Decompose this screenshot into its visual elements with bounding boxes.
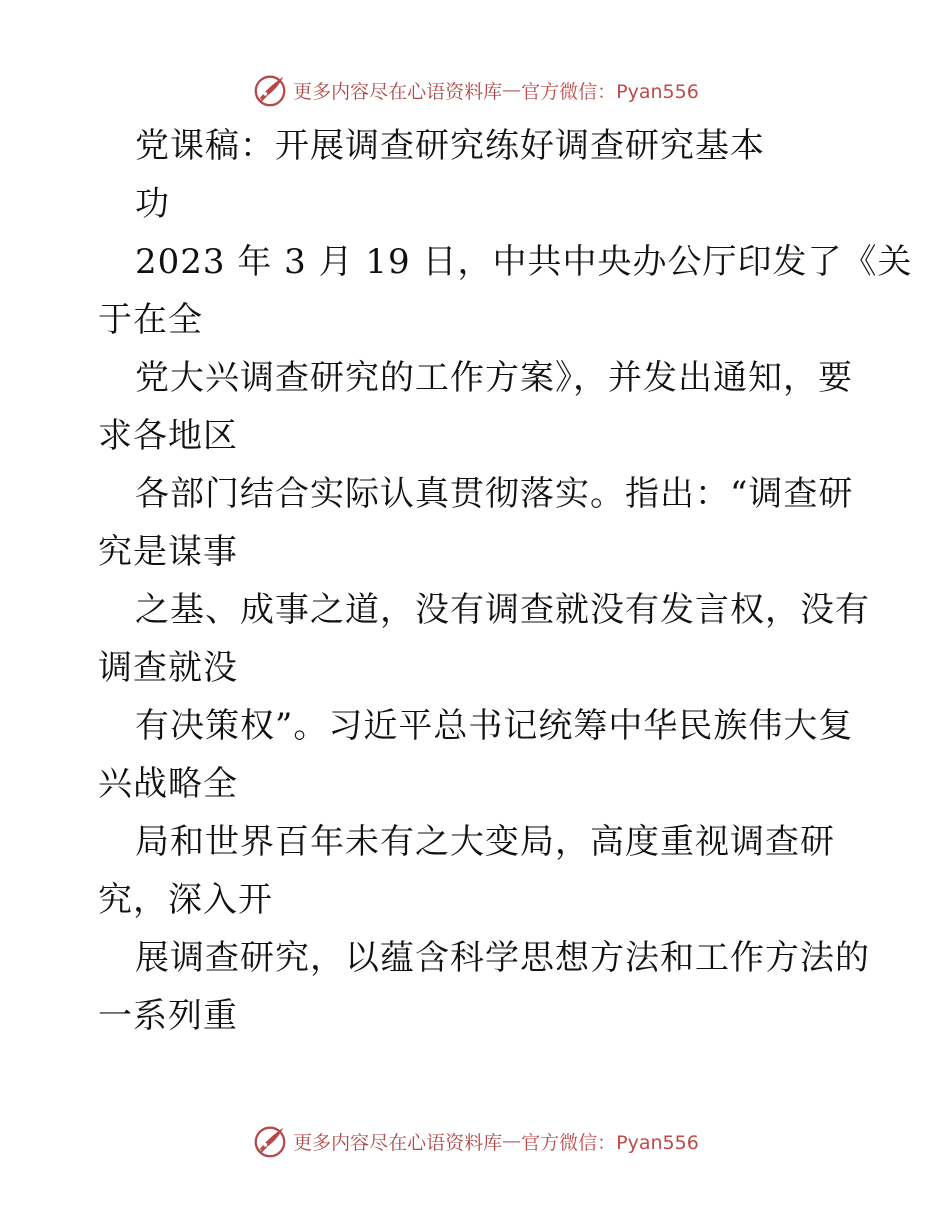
document-body [98,117,913,1045]
watermark-text: 更多内容尽在心语资料库 [293,80,503,103]
paragraph-line: 展调查研究，以蕴含科学思想方法和工作方法的 [135,938,870,978]
paragraph-line: 2023 年 3 月 19 日，中共中央办公厅印发了《关 [135,242,913,282]
paragraph-line: 于在全 [98,300,203,340]
quill-pen-logo-icon [251,1122,289,1160]
paragraph-line: 究，深入开 [98,880,273,920]
paragraph-line: 有决策权”。习近平总书记统筹中华民族伟大复 [135,706,854,746]
paragraph-line: 党大兴调查研究的工作方案》，并发出通知，要 [135,358,853,398]
document-title-line-1: 党课稿：开展调查研究练好调查研究基本 [135,126,765,166]
paragraph-line: 兴战略全 [98,764,238,804]
paragraph-line: 各部门结合实际认真贯彻落实。指出：“调查研 [135,474,854,514]
footer-watermark [0,1121,950,1161]
document-title-line-2: 功 [135,184,170,224]
paragraph-line: 调查就没 [98,648,238,688]
paragraph-line: 求各地区 [98,416,238,456]
paragraph-line: 一系列重 [98,996,238,1036]
watermark-separator: — [502,79,522,101]
quill-pen-logo-icon [251,71,289,109]
watermark-text: 更多内容尽在心语资料库 [293,1131,503,1154]
paragraph-line: 之基、成事之道，没有调查就没有发言权，没有 [135,590,870,630]
header-watermark [0,70,950,110]
paragraph-line: 局和世界百年未有之大变局，高度重视调查研 [135,822,835,862]
watermark-contact: 官方微信：Pyan556 [521,80,699,103]
paragraph-line: 究是谋事 [98,532,238,572]
watermark-contact: 官方微信：Pyan556 [521,1131,699,1154]
watermark-separator: — [502,1130,522,1152]
